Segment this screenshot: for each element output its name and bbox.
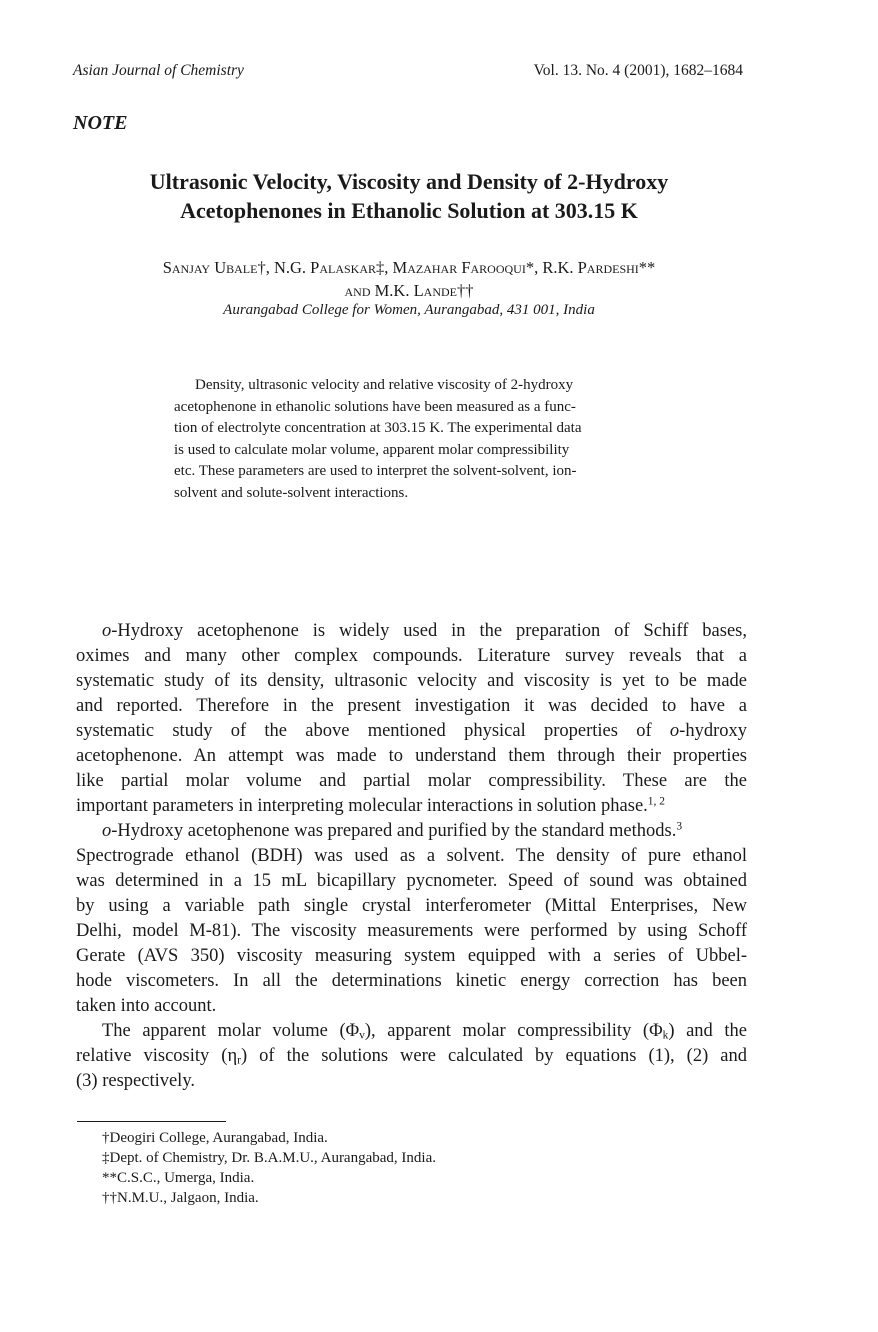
text-line: like partial molar volume and partial molar compressibility. These are the bbox=[76, 771, 747, 791]
authors-line-2: and M.K. Lande†† bbox=[344, 281, 474, 300]
text-line: relative viscosity $(\eta_r)$ of the solutions were calculated by equations (1), (2) and bbox=[76, 1046, 747, 1067]
abstract bbox=[174, 375, 646, 504]
authors-line-1: Sanjay Ubale†, N.G. Palaskar‡, Mazahar Farooqui*, R.K. Pardeshi** bbox=[162, 258, 656, 277]
text-line: The apparent molar volume $(\Phi_v)$, apparent molar compressibility $(\Phi_k)$ and the bbox=[102, 1021, 747, 1042]
text-line: important parameters in interpreting molecular interactions in solution phase.$^{1, 2}$ bbox=[76, 795, 665, 816]
paragraph-2 bbox=[76, 819, 747, 1019]
title-line-2: Acetophenones in Ethanolic Solution at 303.15 K bbox=[180, 198, 638, 223]
abstract-line: etc. These parameters are used to interpret the solvent-solvent, ion- bbox=[174, 463, 577, 479]
text-line: by using a variable path single crystal interferometer (Mittal Enterprises, New bbox=[76, 896, 747, 916]
text-line: systematic study of the above mentioned physical properties of o-hydroxy bbox=[76, 721, 747, 741]
abstract-line: Density, ultrasonic velocity and relative viscosity of 2-hydroxy bbox=[195, 377, 574, 393]
text-line: Gerate (AVS 350) viscosity measuring system equipped with a series of Ubbel- bbox=[76, 946, 747, 966]
text-line: Spectrograde ethanol (BDH) was used as a solvent. The density of pure ethanol bbox=[76, 846, 747, 866]
footnote: ‡Dept. of Chemistry, Dr. B.A.M.U., Aurangabad, India. bbox=[102, 1150, 436, 1166]
journal-name: Asian Journal of Chemistry bbox=[73, 62, 244, 79]
footnote-divider bbox=[77, 1121, 226, 1122]
text-line: o-Hydroxy acetophenone is widely used in the preparation of Schiff bases, bbox=[102, 621, 747, 641]
abstract-line: tion of electrolyte concentration at 303.15 K. The experimental data bbox=[174, 420, 582, 436]
footnote: **C.S.C., Umerga, India. bbox=[102, 1170, 255, 1186]
text-line: oximes and many other complex compounds. Literature survey reveals that a bbox=[76, 646, 747, 666]
section-label: NOTE bbox=[73, 112, 128, 134]
paragraph-3 bbox=[76, 1019, 747, 1094]
abstract-line: is used to calculate molar volume, apparent molar compressibility bbox=[174, 441, 570, 458]
text-line: hode viscometers. In all the determinations kinetic energy correction has been bbox=[76, 971, 747, 991]
text-line: o-Hydroxy acetophenone was prepared and purified by the standard methods.$^3$ bbox=[102, 820, 683, 841]
footnote: ††N.M.U., Jalgaon, India. bbox=[102, 1190, 259, 1206]
footnote: †Deogiri College, Aurangabad, India. bbox=[102, 1130, 328, 1146]
text-line: was determined in a 15 mL bicapillary pycnometer. Speed of sound was obtained bbox=[76, 871, 747, 891]
affiliation: Aurangabad College for Women, Aurangabad, 431 001, India bbox=[223, 302, 595, 318]
citation-ref: 3 bbox=[676, 820, 683, 833]
paper-title bbox=[73, 167, 745, 225]
abstract-line: solvent and solute-solvent interactions. bbox=[174, 484, 409, 501]
body-text bbox=[76, 619, 747, 1094]
paragraph-1 bbox=[76, 619, 747, 819]
author-list bbox=[73, 256, 745, 302]
title-line-1: Ultrasonic Velocity, Viscosity and Density of 2-Hydroxy bbox=[149, 169, 669, 194]
italic-o: o bbox=[669, 721, 680, 741]
text-line: systematic study of its density, ultrasonic velocity and viscosity is yet to be made bbox=[76, 671, 747, 691]
text-line: Delhi, model M-81). The viscosity measurements were performed by using Schoff bbox=[76, 921, 747, 941]
italic-o: o bbox=[102, 821, 112, 841]
text-line: acetophenone. An attempt was made to understand them through their properties bbox=[76, 746, 747, 766]
citation-ref: 1, 2 bbox=[647, 795, 665, 808]
abstract-line: acetophenone in ethanolic solutions have been measured as a func- bbox=[174, 398, 576, 415]
volume-info: Vol. 13. No. 4 (2001), 1682–1684 bbox=[533, 62, 743, 79]
text-line: (3) respectively. bbox=[76, 1071, 195, 1091]
italic-o: o bbox=[102, 621, 112, 641]
text-line: taken into account. bbox=[76, 996, 217, 1016]
text-line: and reported. Therefore in the present investigation it was decided to have a bbox=[76, 696, 747, 716]
footnotes bbox=[102, 1128, 436, 1208]
